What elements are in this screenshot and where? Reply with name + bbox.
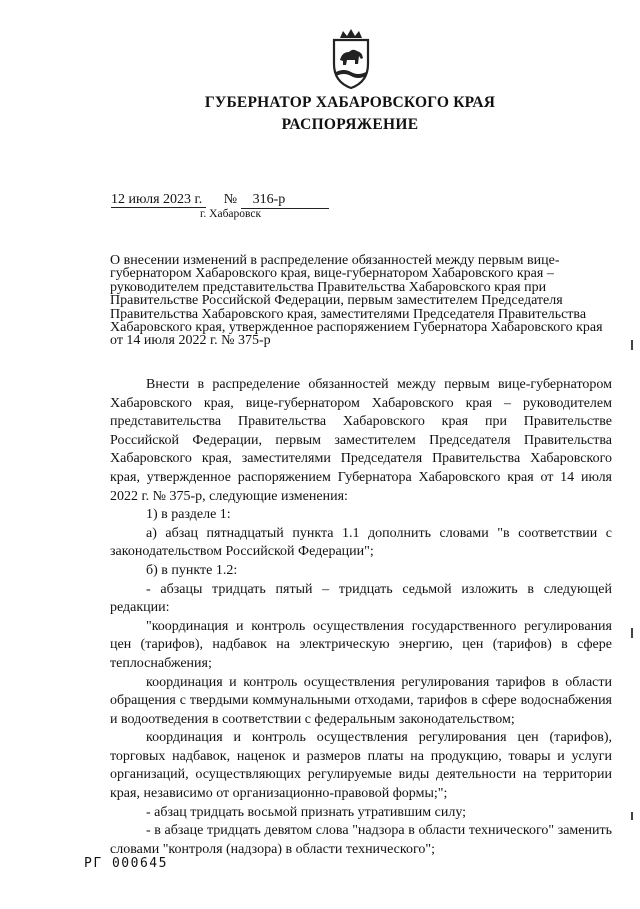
organization-title: ГУБЕРНАТОР ХАБАРОВСКОГО КРАЯ <box>204 94 496 111</box>
body-paragraph: координация и контроль осуществления регулирования цен (тарифов), торговых надбавок, наценок и размеров платы на продукцию, товары и услуги организаций, осуществляющих регулируемые виды деятельности на территории края, независимо от организационно-правовой формы;"; <box>110 730 612 802</box>
body-paragraph: "координация и контроль осуществления государственного регулирования цен (тарифов), надбавок на электрическую энергию, цен (тарифов) в сфере теплоснабжения; <box>110 618 612 671</box>
body-paragraph: - в абзаце тридцать девятом слова "надзора в области технического" заменить словами "контроля (надзора) в области технического"; <box>110 823 612 857</box>
margin-mark <box>631 812 633 820</box>
document-city: г. Хабаровск <box>200 208 262 220</box>
document-date-number-line <box>111 192 329 209</box>
number-label: № <box>223 192 238 207</box>
footer-registration-code: РГ 000645 <box>84 856 168 871</box>
coat-of-arms-icon <box>328 28 374 90</box>
margin-mark <box>631 340 633 350</box>
body-paragraph: - абзац тридцать восьмой признать утратившим силу; <box>146 804 467 820</box>
body-paragraph: - абзацы тридцать пятый – тридцать седьмой изложить в следующей редакции: <box>110 581 612 616</box>
document-date: 12 июля 2023 г. <box>111 192 206 208</box>
body-paragraph: 1) в разделе 1: <box>146 507 231 523</box>
body-paragraph: а) абзац пятнадцатый пункта 1.1 дополнить словами "в соответствии с законодательством Российской Федерации"; <box>110 525 612 560</box>
margin-mark <box>631 628 633 638</box>
body-paragraph: координация и контроль осуществления регулирования тарифов в области обращения с твердыми коммунальными отходами, тарифов в сфере водоснабжения и водоотведения в соответствии с федеральным законодательством; <box>110 674 612 727</box>
document-number: 316-р <box>241 192 329 209</box>
document-subject: О внесении изменений в распределение обязанностей между первым вице-губернатором Хабаровского края, вице-губернатором Хабаровского края – руководителем представительства Правительства Хабаровского края при Правительстве Российской Федерации, первым заместителем Председателя Правительства Хабаровского края, заместителями Председателя Правительства Хабаровского края, утвержденное распоряжением Губернатора Хабаровского края от 14 июля 2022 г. № 375-р <box>110 253 603 349</box>
body-paragraph: б) в пункте 1.2: <box>146 562 238 578</box>
body-paragraph: Внести в распределение обязанностей между первым вице-губернатором Хабаровского края, вице-губернатором Хабаровского края – руководителем представительства Правительства Хабаровского края при Правительстве Российской Федерации, первым заместителем Председателя Правительства Хабаровского края, заместителями Председателя Правительства Хабаровского края, утвержденное распоряжением Губернатора Хабаровского края от 14 июля 2022 г. № 375-р, следующие изменения: <box>110 377 612 504</box>
document-body <box>110 376 612 859</box>
document-type-title: РАСПОРЯЖЕНИЕ <box>281 116 419 133</box>
